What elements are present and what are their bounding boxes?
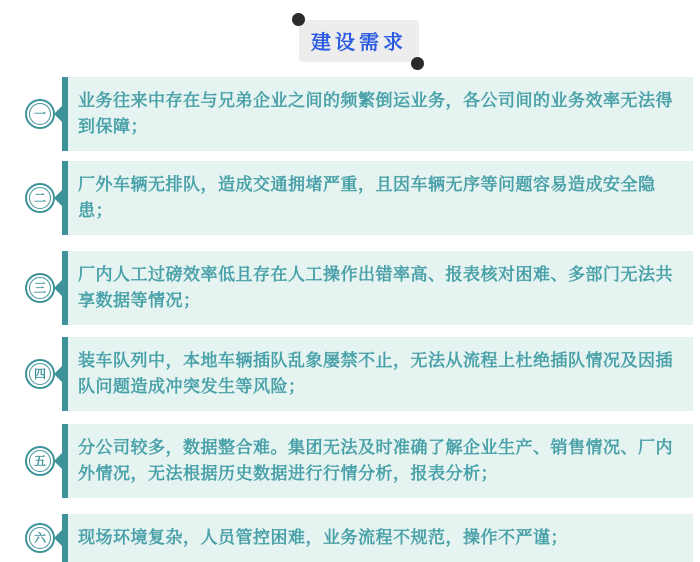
item-number-badge — [0, 337, 62, 411]
item-number-badge — [0, 251, 62, 325]
item-text: 现场环境复杂，人员管控困难，业务流程不规范，操作不严谨； — [78, 528, 568, 547]
list-item — [0, 424, 693, 498]
item-number: 五 — [33, 454, 46, 468]
left-arrow-icon — [54, 106, 62, 122]
number-circle-icon — [25, 273, 55, 303]
list-item — [0, 161, 693, 235]
item-content — [62, 514, 693, 562]
item-content — [62, 251, 693, 325]
left-arrow-icon — [54, 453, 62, 469]
item-number: 四 — [33, 367, 46, 381]
left-arrow-icon — [54, 190, 62, 206]
item-text: 装车队列中，本地车辆插队乱象屡禁不止，无法从流程上杜绝插队情况及因插队问题造成冲突发生等风险； — [78, 351, 673, 396]
item-number: 三 — [33, 281, 46, 295]
item-text: 业务往来中存在与兄弟企业之间的频繁倒运业务，各公司间的业务效率无法得到保障； — [78, 91, 673, 136]
number-circle-icon — [25, 446, 55, 476]
left-arrow-icon — [54, 280, 62, 296]
list-item — [0, 251, 693, 325]
item-number-badge — [0, 514, 62, 562]
title-row — [0, 0, 700, 62]
item-text: 分公司较多，数据整合难。集团无法及时准确了解企业生产、销售情况、厂内外情况，无法根据历史数据进行行情分析，报表分析； — [78, 438, 673, 483]
requirement-list — [0, 77, 700, 562]
number-circle-icon — [25, 183, 55, 213]
page-title: 建设需求 — [311, 32, 407, 54]
item-number: 二 — [33, 191, 46, 205]
item-content — [62, 161, 693, 235]
title-badge — [299, 20, 419, 62]
list-item — [0, 337, 693, 411]
corner-dot-icon — [411, 57, 424, 70]
corner-dot-icon — [292, 13, 305, 26]
number-circle-icon — [25, 523, 55, 553]
item-text: 厂内人工过磅效率低且存在人工操作出错率高、报表核对困难、多部门无法共享数据等情况； — [78, 265, 673, 310]
number-circle-icon — [25, 359, 55, 389]
list-item — [0, 77, 693, 151]
left-arrow-icon — [54, 366, 62, 382]
number-circle-icon — [25, 99, 55, 129]
item-content — [62, 337, 693, 411]
left-arrow-icon — [54, 530, 62, 546]
item-content — [62, 77, 693, 151]
item-number-badge — [0, 77, 62, 151]
item-content — [62, 424, 693, 498]
item-number: 一 — [33, 107, 46, 121]
list-item — [0, 514, 693, 562]
item-number: 六 — [33, 531, 46, 545]
item-number-badge — [0, 424, 62, 498]
item-text: 厂外车辆无排队，造成交通拥堵严重，且因车辆无序等问题容易造成安全隐患； — [78, 175, 656, 220]
item-number-badge — [0, 161, 62, 235]
